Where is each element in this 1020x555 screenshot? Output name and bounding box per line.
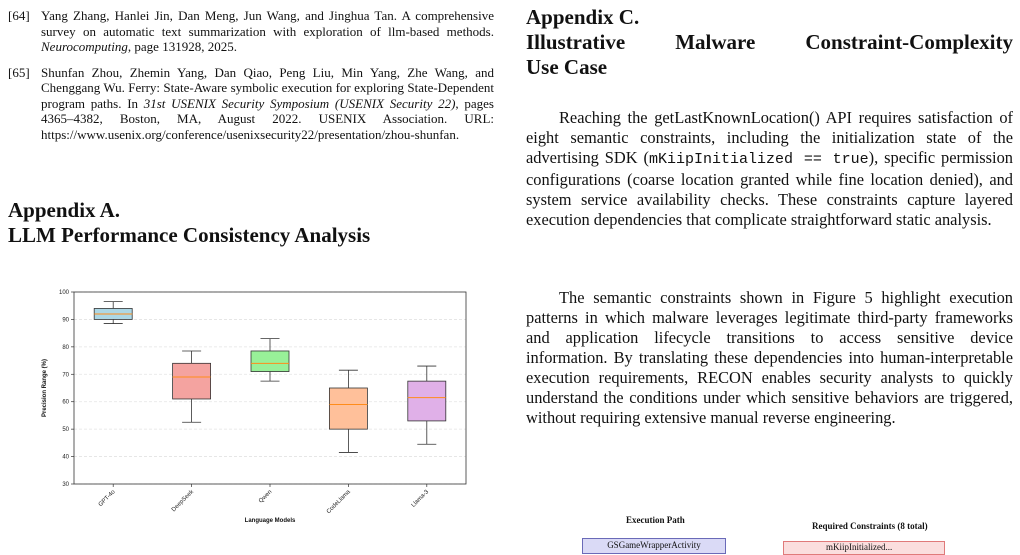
plot-frame [74,292,466,484]
y-tick-label: 70 [62,372,69,379]
execution-path-title: Execution Path [626,515,685,525]
left-column [8,0,494,247]
execution-node: GSGameWrapperActivity [582,538,726,554]
x-tick-label: Qwen [258,489,274,505]
y-tick-label: 60 [62,399,69,406]
constraints-title: Required Constraints (8 total) [812,521,928,531]
y-tick-label: 30 [62,482,69,488]
x-tick-label: GPT-4o [97,489,117,509]
appendix-a-label: Appendix A. [8,198,121,222]
precision-boxplot-chart [32,284,472,549]
y-tick-label: 90 [62,317,69,324]
y-tick-label: 100 [58,290,69,296]
appendix-a-heading [8,198,370,248]
reference-item [8,8,494,55]
appendix-c-title: Illustrative Malware Constraint-Complexity [526,30,1013,54]
x-tick-label: Llama-3 [410,489,431,509]
y-tick-label: 80 [62,344,69,351]
paragraph-semantic: The semantic constraints shown in Figure 5 highlight execution patterns in which malware leverages legitimate third-party frameworks and application lifecycle transitions to access sensitive device information. By translating these dependencies into human-interpretable execution requirements, RECON enables security analysts to quickly understand the conditions under which sensitive behaviors are triggered, without requiring extensive manual reverse engineering. [526,288,1013,427]
constraint-node: mKiipInitialized... [783,541,945,555]
y-tick-label: 40 [62,454,69,461]
box-codellama [329,388,367,429]
appendix-c-title-cont: Use Case [526,55,608,79]
reference-number: [65] [8,64,30,80]
x-tick-label: DeepSeek [170,489,196,514]
reference-text: Yang Zhang, Hanlei Jin, Dan Meng, Jun Wang, and Jinghua Tan. A comprehensive survey on automatic text summarization with exploration of llm-based methods. Neurocomputing, page 131928, 2025. [41,8,494,54]
y-axis-label: Precision Range (%) [42,358,48,418]
references-list [8,8,494,142]
paragraph-constraints: Reaching the getLastKnownLocation() API requires satisfaction of eight semantic constraints, including the initialization state of the advertising SDK (mKiipInitialized == true), specific permission configurations (coarse location granted while fine location denied), and system service availability checks. These constraints capture layered execution dependencies that complicate straightforward static analysis. [526,108,1013,229]
y-tick-label: 50 [62,427,69,434]
appendix-c-label: Appendix C. [526,5,640,29]
box-llama-3 [408,381,446,421]
box-deepseek [173,363,211,399]
inline-code: mKiipInitialized == true [648,151,869,168]
x-axis-label: Language Models [244,518,296,524]
reference-item [8,65,494,143]
reference-text: Shunfan Zhou, Zhemin Yang, Dan Qiao, Peng Liu, Min Yang, Zhe Wang, and Chenggang Wu. Ferry: State-Aware symbolic execution for exploring State-Dependent program paths. In 31st USENIX Security Symposium (USENIX Security 22), pages 4365–4382, Boston, MA, August 2022. USENIX Association. URL: https://www.usenix.org/conference/usenixsecurity22/presentation/zhou-shunfan. [41,64,494,142]
box-qwen [251,351,289,372]
appendix-a-title: LLM Performance Consistency Analysis [8,223,371,247]
x-tick-label: CodeLlama [325,489,352,516]
appendix-c-heading [526,5,1013,80]
reference-number: [64] [8,8,30,23]
